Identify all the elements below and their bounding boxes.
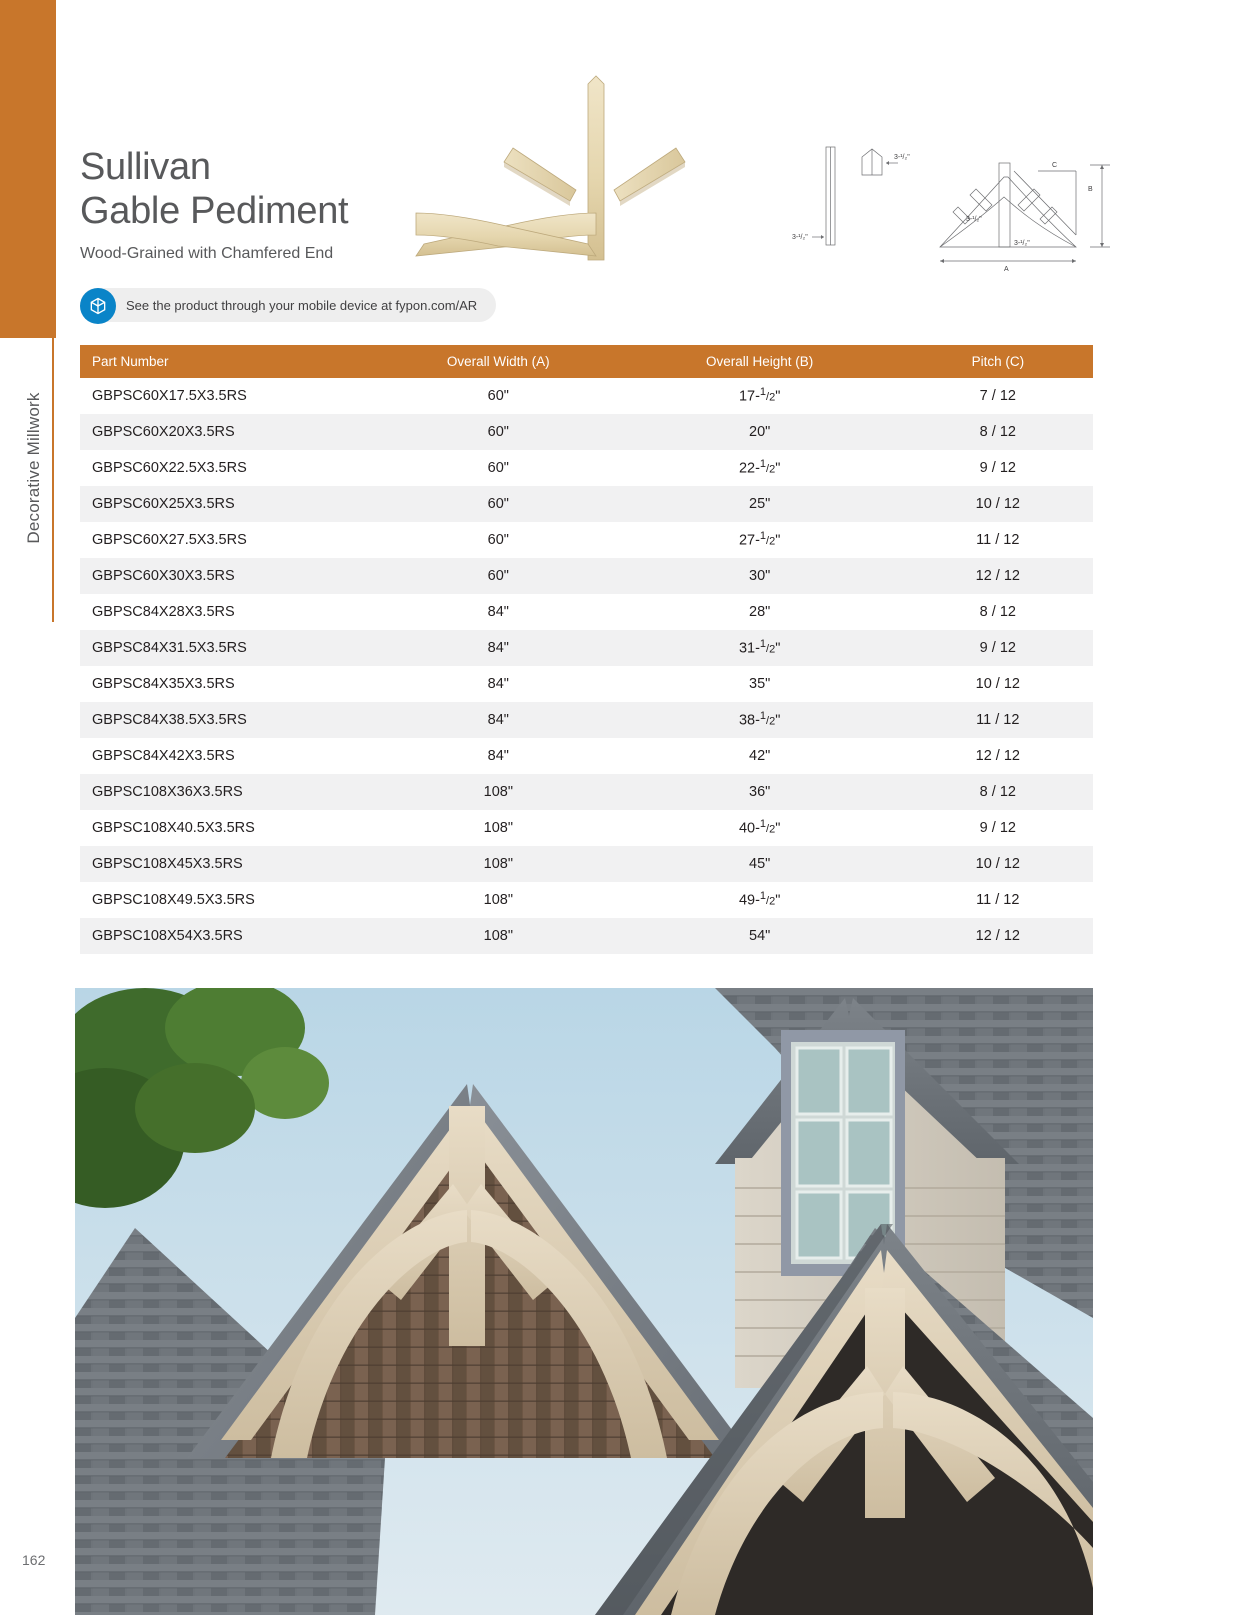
ar-cube-icon <box>80 288 116 324</box>
table-row <box>80 702 1093 738</box>
cell-overall-height: 49-1/2" <box>738 890 781 909</box>
cell-overall-width: 84" <box>487 676 509 692</box>
cell-pitch: 8 / 12 <box>979 424 1016 440</box>
ar-banner[interactable] <box>80 288 496 322</box>
cell-overall-width: 108" <box>483 928 513 944</box>
cell-pitch: 12 / 12 <box>975 748 1020 764</box>
cell-pitch: 11 / 12 <box>976 532 1020 548</box>
spec-table <box>80 345 1093 954</box>
cell-overall-height: 38-1/2" <box>738 710 781 729</box>
table-row <box>80 558 1093 594</box>
cell-overall-height: 54" <box>749 928 771 944</box>
table-row <box>80 882 1093 918</box>
cell-overall-width: 60" <box>487 532 509 548</box>
cell-pitch: 11 / 12 <box>976 712 1020 728</box>
ar-banner-text: See the product through your mobile device at fypon.com/AR <box>126 297 478 313</box>
cell-part-number: GBPSC84X42X3.5RS <box>92 748 235 764</box>
column-header-pitch: Pitch (C) <box>903 345 1093 378</box>
cell-pitch: 8 / 12 <box>979 784 1016 800</box>
diagram-label-b: B <box>1088 186 1093 193</box>
cell-overall-width: 108" <box>483 820 513 836</box>
cell-part-number: GBPSC84X28X3.5RS <box>92 604 235 620</box>
cell-overall-height: 31-1/2" <box>738 638 781 657</box>
cell-overall-height: 25" <box>749 496 771 512</box>
column-header-part-number: Part Number <box>80 345 380 378</box>
page-subtitle: Wood-Grained with Chamfered End <box>80 245 334 262</box>
table-row <box>80 594 1093 630</box>
cell-pitch: 7 / 12 <box>979 388 1016 404</box>
cell-overall-width: 84" <box>487 712 509 728</box>
cell-overall-width: 84" <box>487 604 509 620</box>
table-row <box>80 414 1093 450</box>
cell-overall-height: 28" <box>749 604 771 620</box>
page-number: 162 <box>22 1552 46 1568</box>
cell-overall-height: 17-1/2" <box>738 386 781 405</box>
cell-part-number: GBPSC84X35X3.5RS <box>92 676 235 692</box>
cell-part-number: GBPSC108X45X3.5RS <box>92 856 243 872</box>
cell-part-number: GBPSC60X22.5X3.5RS <box>92 460 247 476</box>
title-line-1: Sullivan <box>80 146 211 188</box>
dimension-diagram <box>790 135 1120 275</box>
title-line-2: Gable Pediment <box>80 190 349 232</box>
cell-overall-width: 60" <box>487 496 509 512</box>
cell-pitch: 10 / 12 <box>975 856 1020 872</box>
cell-overall-width: 60" <box>487 568 509 584</box>
cell-overall-width: 108" <box>483 856 513 872</box>
diagram-label-thickness-bottom: 3-¹/₂" <box>1014 240 1030 247</box>
diagram-label-thickness-top: 3-¹/₂" <box>894 154 910 161</box>
cell-overall-height: 22-1/2" <box>738 458 781 477</box>
table-row <box>80 522 1093 558</box>
left-accent-bar <box>0 0 56 338</box>
cell-overall-height: 40-1/2" <box>738 818 781 837</box>
table-row <box>80 486 1093 522</box>
table-row <box>80 738 1093 774</box>
cell-overall-height: 30" <box>749 568 771 584</box>
cell-pitch: 10 / 12 <box>975 496 1020 512</box>
cell-overall-width: 60" <box>487 460 509 476</box>
cell-pitch: 10 / 12 <box>975 676 1020 692</box>
cell-pitch: 12 / 12 <box>975 928 1020 944</box>
cell-part-number: GBPSC60X27.5X3.5RS <box>92 532 247 548</box>
cell-part-number: GBPSC108X40.5X3.5RS <box>92 820 255 836</box>
cell-part-number: GBPSC60X17.5X3.5RS <box>92 388 247 404</box>
cell-overall-height: 36" <box>749 784 771 800</box>
table-header-row <box>80 345 1093 378</box>
diagram-label-thickness-left: 3-¹/₂" <box>792 234 808 241</box>
table-row <box>80 630 1093 666</box>
cell-pitch: 11 / 12 <box>976 892 1020 908</box>
cell-part-number: GBPSC60X30X3.5RS <box>92 568 235 584</box>
cell-part-number: GBPSC84X38.5X3.5RS <box>92 712 247 728</box>
column-header-overall-height: Overall Height (B) <box>617 345 903 378</box>
cell-overall-width: 84" <box>487 640 509 656</box>
cell-overall-height: 45" <box>749 856 771 872</box>
cell-overall-width: 60" <box>487 388 509 404</box>
cell-pitch: 9 / 12 <box>979 460 1016 476</box>
cell-overall-height: 27-1/2" <box>738 530 781 549</box>
cell-part-number: GBPSC108X36X3.5RS <box>92 784 243 800</box>
table-row <box>80 846 1093 882</box>
cell-overall-height: 35" <box>749 676 771 692</box>
cell-part-number: GBPSC108X54X3.5RS <box>92 928 243 944</box>
table-row <box>80 774 1093 810</box>
product-photo <box>75 988 1093 1615</box>
table-row <box>80 918 1093 954</box>
cell-overall-width: 84" <box>487 748 509 764</box>
cell-part-number: GBPSC84X31.5X3.5RS <box>92 640 247 656</box>
diagram-label-a: A <box>1004 266 1009 273</box>
cell-overall-height: 20" <box>749 424 771 440</box>
column-header-overall-width: Overall Width (A) <box>380 345 617 378</box>
product-illustration <box>410 70 720 280</box>
table-row <box>80 666 1093 702</box>
cell-part-number: GBPSC60X25X3.5RS <box>92 496 235 512</box>
cell-pitch: 8 / 12 <box>979 604 1016 620</box>
table-row <box>80 378 1093 414</box>
cell-pitch: 9 / 12 <box>979 820 1016 836</box>
cell-overall-width: 108" <box>483 892 513 908</box>
diagram-label-c: C <box>1052 162 1058 169</box>
section-tab-label: Decorative Millwork <box>24 392 43 544</box>
cell-overall-height: 42" <box>749 748 771 764</box>
cell-pitch: 12 / 12 <box>975 568 1020 584</box>
diagram-label-thickness-mid: 3-¹/₂" <box>966 216 982 223</box>
cell-part-number: GBPSC108X49.5X3.5RS <box>92 892 255 908</box>
table-row <box>80 810 1093 846</box>
cell-pitch: 9 / 12 <box>979 640 1016 656</box>
table-row <box>80 450 1093 486</box>
cell-part-number: GBPSC60X20X3.5RS <box>92 424 235 440</box>
cell-overall-width: 108" <box>483 784 513 800</box>
cell-overall-width: 60" <box>487 424 509 440</box>
section-tab <box>0 338 54 622</box>
